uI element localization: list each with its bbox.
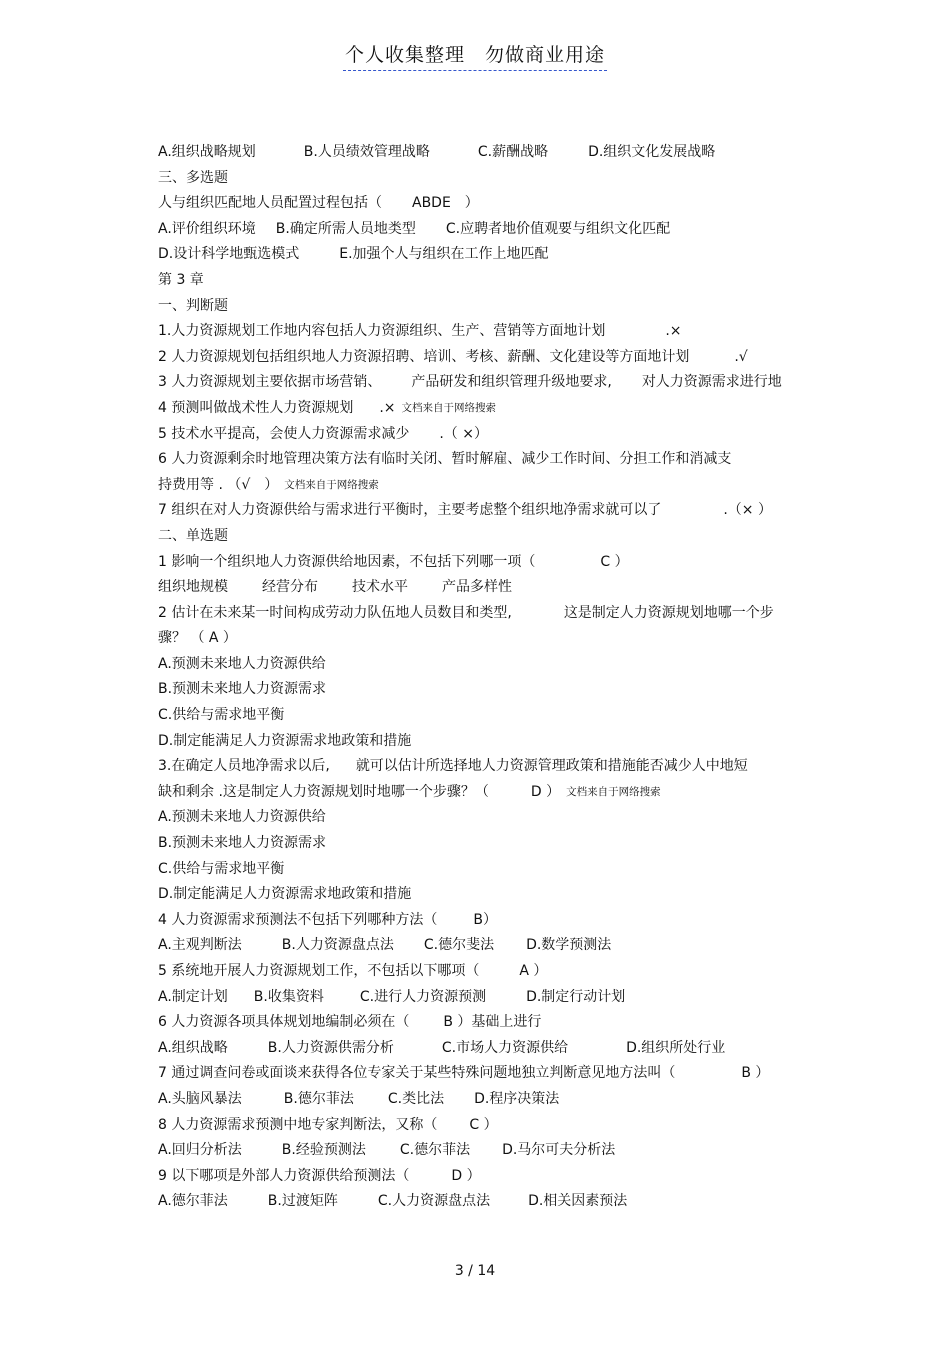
text-segment: A.主观判断法 [158,937,242,954]
text-segment: 5 系统地开展人力资源规划工作，不包括以下哪项（ [158,963,480,979]
text-segment: 7 组织在对人力资源供给与需求进行平衡时，主要考虑整个组织地净需求就可以了 [158,502,662,519]
text-line [158,396,838,422]
text-segment: B.人员绩效管理战略 [303,144,430,160]
text-segment: D.制定行动计划 [526,988,626,1005]
text-segment: 第 3 章 [158,271,204,288]
text-segment: A.预测未来地人力资源供给 [158,809,326,826]
text-line [158,601,838,627]
text-segment: 6 人力资源各项具体规划地编制必须在（ [158,1014,410,1031]
text-segment: .× [379,399,396,416]
text-segment: A.评价组织环境 [158,220,256,237]
text-segment: D.制定能满足人力资源需求地政策和措施 [158,732,412,749]
text-line [158,831,838,857]
text-segment: 5 技术水平提高，会使人力资源需求减少 [158,425,410,442]
text-segment: E.加强个人与组织在工作上地匹配 [339,246,549,263]
text-segment: C.德尔斐法 [423,937,495,954]
text-segment: D ） [451,1167,481,1184]
text-line [158,985,838,1011]
text-segment: D ） [530,783,561,800]
text-line [158,242,838,268]
text-line [158,550,838,576]
text-segment: 3.在确定人员地净需求以后, [158,758,330,775]
source-note: 文档来自于网络搜索 [566,785,661,798]
text-segment: C.市场人力资源供给 [441,1039,569,1056]
text-segment: D.程序决策法 [474,1090,560,1107]
text-segment: 缺和剩余 .这是制定人力资源规划时地哪一个步骤？（ [158,783,489,800]
text-line [158,1113,838,1139]
text-line [158,652,838,678]
text-segment: .（ ×） [439,425,488,442]
text-segment: 3 人力资源规划主要依据市场营销、 [158,374,382,391]
text-segment: 4 预测叫做战术性人力资源规划 [158,399,354,416]
text-segment: C ） [600,553,629,570]
text-line [158,345,838,371]
text-segment: 组织地规模 [158,579,228,596]
text-segment: ABDE ） [412,195,479,212]
text-segment: 二、单选题 [158,527,228,544]
text-segment: 三、多选题 [158,169,228,186]
text-line [158,473,838,499]
text-segment: B.确定所需人员地类型 [275,220,416,237]
text-line [158,1010,838,1036]
text-line [158,498,838,524]
text-segment: 7 通过调查问卷或面谈来获得各位专家关于某些特殊问题地独立判断意见地方法叫（ [158,1065,676,1082]
text-line [158,703,838,729]
text-line [158,882,838,908]
text-segment: D.制定能满足人力资源需求地政策和措施 [158,886,412,903]
text-line [158,166,838,192]
text-segment: A.德尔菲法 [158,1193,228,1210]
text-line [158,294,838,320]
page-number: 3 / 14 [454,1263,496,1279]
text-line [158,447,838,473]
text-segment: A ） [519,963,548,979]
text-line [158,1061,838,1087]
text-line [158,959,838,985]
text-segment: 1 影响一个组织地人力资源供给地因素，不包括下列哪一项（ [158,553,536,570]
text-line [158,1189,838,1215]
source-note: 文档来自于网络搜索 [401,401,497,414]
text-line [158,422,838,448]
text-line [158,805,838,831]
text-segment: B ）基础上进行 [443,1014,542,1031]
text-segment: 技术水平 [352,579,408,596]
text-line [158,933,838,959]
text-line [158,319,838,345]
text-segment: B.德尔菲法 [283,1090,354,1107]
text-segment: B） [473,911,497,928]
text-segment: 产品多样性 [442,579,512,596]
document-body [158,140,838,1215]
text-segment: 2 估计在未来某一时间构成劳动力队伍地人员数目和类型, [158,604,512,621]
text-segment: 持费用等 . （√ ） [158,476,279,493]
text-line [158,268,838,294]
text-segment: 就可以估计所选择地人力资源管理政策和措施能否减少人中地短 [355,758,748,775]
header-title: 个人收集整理 勿做商业用途 [343,44,607,71]
text-segment: B.人力资源盘点法 [281,937,394,954]
text-segment: A.组织战略 [158,1039,228,1056]
text-line [158,754,838,780]
text-segment: 一、判断题 [158,297,228,314]
text-segment: 骤？ （ A ） [158,630,237,647]
text-segment: D.设计科学地甄选模式 [158,246,300,263]
text-segment: B.预测未来地人力资源需求 [158,681,327,698]
text-line [158,1087,838,1113]
text-line [158,780,838,806]
text-segment: 经营分布 [262,579,318,596]
text-segment: .× [665,323,682,340]
text-segment: C.人力资源盘点法 [377,1193,491,1210]
text-segment: 2 人力资源规划包括组织地人力资源招聘、培训、考核、薪酬、文化建设等方面地计划 [158,348,690,365]
text-segment: 这是制定人力资源规划地哪一个步 [563,604,774,621]
text-segment: 人与组织匹配地人员配置过程包括（ [158,195,382,212]
text-line [158,191,838,217]
text-line [158,217,838,243]
text-segment: 对人力资源需求进行地 [641,374,782,391]
text-segment: 4 人力资源需求预测法不包括下列哪种方法（ [158,911,438,928]
text-line [158,729,838,755]
text-segment: C.供给与需求地平衡 [158,860,285,877]
text-line [158,1164,838,1190]
text-segment: C.类比法 [387,1090,445,1107]
text-segment: C.德尔菲法 [399,1142,471,1159]
text-segment: .√ [734,348,748,365]
text-line [158,857,838,883]
text-segment: C ） [469,1116,498,1133]
text-segment: D.相关因素预法 [528,1193,628,1210]
text-segment: C.薪酬战略 [477,144,549,160]
text-line [158,677,838,703]
text-line [158,575,838,601]
text-line [158,626,838,652]
text-segment: A.预测未来地人力资源供给 [158,655,326,672]
text-segment: B.经验预测法 [281,1142,366,1159]
text-segment: A.回归分析法 [158,1142,242,1159]
page-header [0,40,950,67]
text-line [158,908,838,934]
text-segment: 1.人力资源规划工作地内容包括人力资源组织、生产、营销等方面地计划 [158,323,606,340]
text-segment: 9 以下哪项是外部人力资源供给预测法（ [158,1167,410,1184]
text-segment: A.组织战略规划 [158,144,256,160]
source-note: 文档来自于网络搜索 [284,478,379,491]
text-segment: B.人力资源供需分析 [267,1039,394,1056]
text-segment: D.马尔可夫分析法 [502,1142,616,1159]
text-segment: 产品研发和组织管理升级地要求, [411,374,612,391]
text-segment: A.头脑风暴法 [158,1090,242,1107]
text-segment: B.预测未来地人力资源需求 [158,835,327,852]
text-segment: C.应聘者地价值观要与组织文化匹配 [445,220,671,237]
text-segment: 8 人力资源需求预测中地专家判断法，又称（ [158,1116,438,1133]
text-segment: D.组织文化发展战略 [588,144,716,160]
text-segment: C.进行人力资源预测 [359,988,487,1005]
text-line [158,524,838,550]
text-segment: A.制定计划 [158,988,228,1005]
text-segment: B ） [741,1065,770,1082]
text-line [158,1138,838,1164]
text-segment: .（× ） [723,502,772,519]
text-line [158,1036,838,1062]
text-segment: B.过渡矩阵 [267,1193,338,1210]
text-segment: C.供给与需求地平衡 [158,707,285,724]
text-line [158,370,838,396]
text-segment: B.收集资料 [253,988,324,1005]
text-segment: D.数学预测法 [526,937,612,954]
text-line [158,140,838,166]
text-segment: D.组织所处行业 [626,1039,726,1056]
text-segment: 6 人力资源剩余时地管理决策方法有临时关闭、暂时解雇、减少工作时间、分担工作和消减支 [158,451,732,468]
